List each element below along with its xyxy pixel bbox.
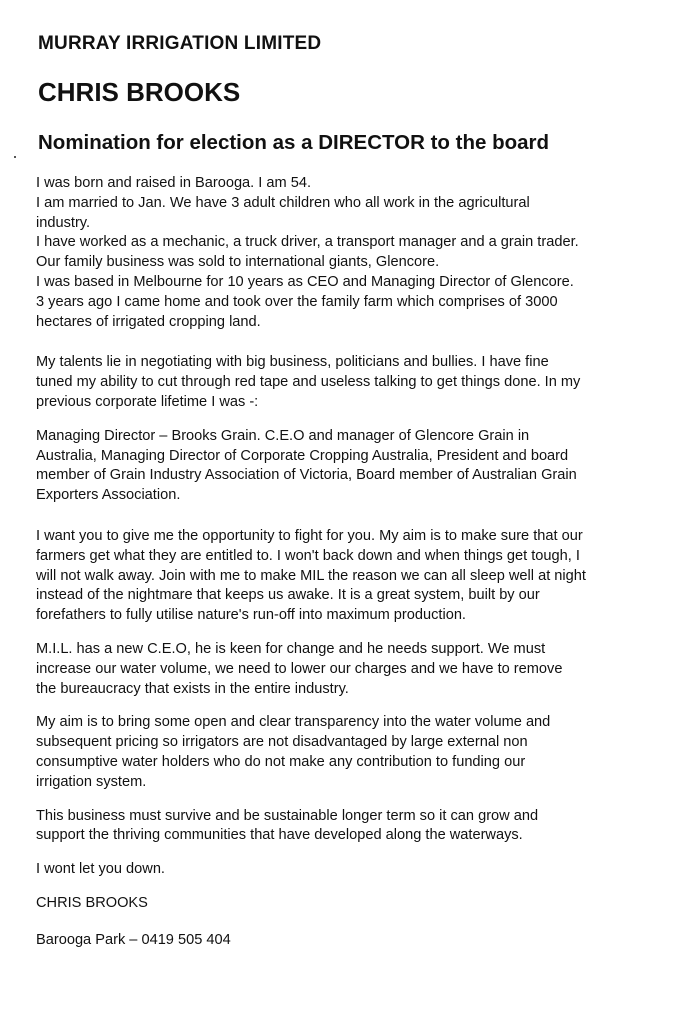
- scan-speck: [14, 156, 16, 158]
- business-line: This business must survive and be sustainable longer term so it can grow and: [36, 807, 539, 824]
- business-paragraph: [36, 807, 672, 847]
- mil-line: M.I.L. has a new C.E.O, he is keen for change and he needs support. We must: [36, 640, 546, 657]
- fight-line: will not walk away. Join with me to make MIL the reason we can all sleep well at night: [36, 567, 586, 584]
- bio-line: I am married to Jan. We have 3 adult children who all work in the agricultural: [36, 194, 530, 211]
- promise-line: I wont let you down.: [36, 861, 165, 878]
- roles-line: Exporters Association.: [36, 487, 181, 504]
- candidate-name-heading: CHRIS BROOKS: [38, 77, 241, 107]
- talents-line: tuned my ability to cut through red tape and useless talking to get things done. In my: [36, 374, 581, 391]
- mil-line: the bureaucracy that exists in the entire industry.: [36, 680, 349, 697]
- aim-line: consumptive water holders who do not make any contribution to funding our: [36, 753, 526, 770]
- mil-paragraph: [36, 640, 672, 699]
- bio-line: I was based in Melbourne for 10 years as CEO and Managing Director of Glencore.: [36, 273, 574, 290]
- aim-line: My aim is to bring some open and clear transparency into the water volume and: [36, 714, 551, 731]
- bio-paragraph: [36, 174, 672, 332]
- bio-line: industry.: [36, 214, 91, 231]
- talents-paragraph: [36, 353, 672, 412]
- bio-line: I was born and raised in Barooga. I am 54.: [36, 175, 312, 191]
- contact-details: [36, 931, 672, 951]
- signature-name: [36, 894, 672, 914]
- bio-line: I have worked as a mechanic, a truck driver, a transport manager and a grain trader.: [36, 234, 579, 251]
- statement-body: [36, 174, 672, 967]
- contact-line: Barooga Park – 0419 505 404: [36, 931, 231, 948]
- promise-paragraph: [36, 860, 672, 880]
- fight-line: forefathers to fully utilise nature's run-off into maximum production.: [36, 607, 466, 624]
- aim-paragraph: [36, 713, 672, 792]
- bio-line: hectares of irrigated cropping land.: [36, 313, 261, 330]
- talents-line: My talents lie in negotiating with big business, politicians and bullies. I have fine: [36, 354, 549, 371]
- roles-line: Managing Director – Brooks Grain. C.E.O and manager of Glencore Grain in: [36, 427, 530, 444]
- mil-line: increase our water volume, we need to lower our charges and we have to remove: [36, 660, 563, 677]
- fight-line: I want you to give me the opportunity to fight for you. My aim is to make sure that our: [36, 527, 583, 544]
- bio-line: Our family business was sold to international giants, Glencore.: [36, 254, 440, 271]
- fight-line: instead of the nightmare that keeps us awake. It is a great system, built by our: [36, 587, 540, 604]
- roles-line: Australia, Managing Director of Corporate Cropping Australia, President and board: [36, 447, 569, 464]
- roles-paragraph: [36, 427, 672, 506]
- fight-paragraph: [36, 527, 672, 626]
- nomination-subtitle: Nomination for election as a DIRECTOR to the board: [38, 131, 550, 154]
- aim-line: subsequent pricing so irrigators are not disadvantaged by large external non: [36, 734, 528, 751]
- bio-line: 3 years ago I came home and took over the family farm which comprises of 3000: [36, 293, 558, 310]
- business-line: support the thriving communities that have developed along the waterways.: [36, 827, 523, 844]
- aim-line: irrigation system.: [36, 773, 147, 790]
- roles-line: member of Grain Industry Association of Victoria, Board member of Australian Grain: [36, 467, 577, 484]
- signature-name-line: CHRIS BROOKS: [36, 894, 148, 911]
- fight-line: farmers get what they are entitled to. I won't back down and when things get tough, I: [36, 547, 580, 564]
- organisation-heading: MURRAY IRRIGATION LIMITED: [38, 33, 322, 54]
- talents-line: previous corporate lifetime I was -:: [36, 393, 259, 410]
